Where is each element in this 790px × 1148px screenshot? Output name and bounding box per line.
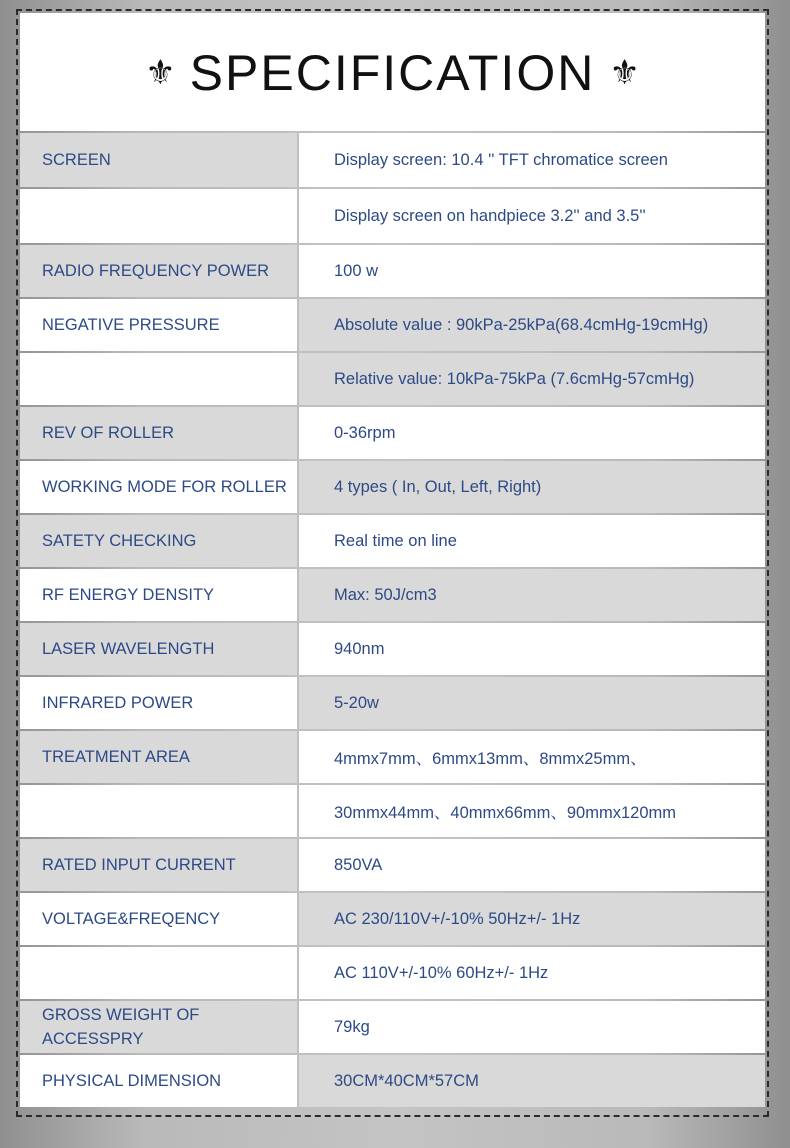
spec-value: 30CM*40CM*57CM [299,1055,765,1107]
spec-value: 0-36rpm [299,407,765,459]
spec-value: AC 110V+/-10% 60Hz+/- 1Hz [299,947,765,999]
spec-row [20,839,765,891]
spec-row [20,569,765,621]
spec-value: Max: 50J/cm3 [299,569,765,621]
spec-label [20,353,297,405]
spec-label: TREATMENT AREA [20,731,297,783]
spec-label: PHYSICAL DIMENSION [20,1055,297,1107]
spec-value: 4mmx7mm、6mmx13mm、8mmx25mm、 [299,731,765,783]
spec-table [20,133,765,1109]
spec-row [20,299,765,351]
spec-value: 100 w [299,245,765,297]
spec-row [20,1001,765,1053]
spec-value: AC 230/110V+/-10% 50Hz+/- 1Hz [299,893,765,945]
spec-row [20,677,765,729]
spec-row [20,893,765,945]
spec-label: SATETY CHECKING [20,515,297,567]
spec-value: 5-20w [299,677,765,729]
spec-value: 850VA [299,839,765,891]
spec-value: Display screen: 10.4 '' TFT chromatice screen [299,133,765,187]
spec-label [20,947,297,999]
spec-value: Display screen on handpiece 3.2'' and 3.5'' [299,189,765,243]
spec-label: VOLTAGE&FREQENCY [20,893,297,945]
spec-row [20,245,765,297]
spec-value: Real time on line [299,515,765,567]
spec-value: Relative value: 10kPa-75kPa (7.6cmHg-57cmHg) [299,353,765,405]
header [20,13,765,131]
spec-row [20,947,765,999]
spec-value: 4 types ( In, Out, Left, Right) [299,461,765,513]
spec-label: NEGATIVE PRESSURE [20,299,297,351]
spec-row [20,1055,765,1107]
spec-row [20,461,765,513]
spec-row [20,407,765,459]
spec-row [20,731,765,783]
spec-label: WORKING MODE FOR ROLLER [20,461,297,513]
page-title: SPECIFICATION [189,45,596,101]
spec-value: 79kg [299,1001,765,1053]
spec-row [20,133,765,187]
spec-row [20,623,765,675]
spec-label [20,785,297,837]
spec-row [20,515,765,567]
spec-value: 30mmx44mm、40mmx66mm、90mmx120mm [299,785,765,837]
spec-value: 940nm [299,623,765,675]
spec-label: RF ENERGY DENSITY [20,569,297,621]
spec-row [20,785,765,837]
fleur-de-lis-icon: ⚜ [145,53,176,93]
spec-label: GROSS WEIGHT OF ACCESSPRY [20,1001,297,1053]
spec-row [20,189,765,243]
spec-label: RATED INPUT CURRENT [20,839,297,891]
spec-label: LASER WAVELENGTH [20,623,297,675]
fleur-de-lis-icon: ⚜ [609,53,640,93]
spec-row [20,353,765,405]
spec-value: Absolute value : 90kPa-25kPa(68.4cmHg-19cmHg) [299,299,765,351]
header-inner [145,45,640,101]
spec-label [20,189,297,243]
spec-label: REV OF ROLLER [20,407,297,459]
spec-label: SCREEN [20,133,297,187]
spec-label: INFRARED POWER [20,677,297,729]
spec-label: RADIO FREQUENCY POWER [20,245,297,297]
